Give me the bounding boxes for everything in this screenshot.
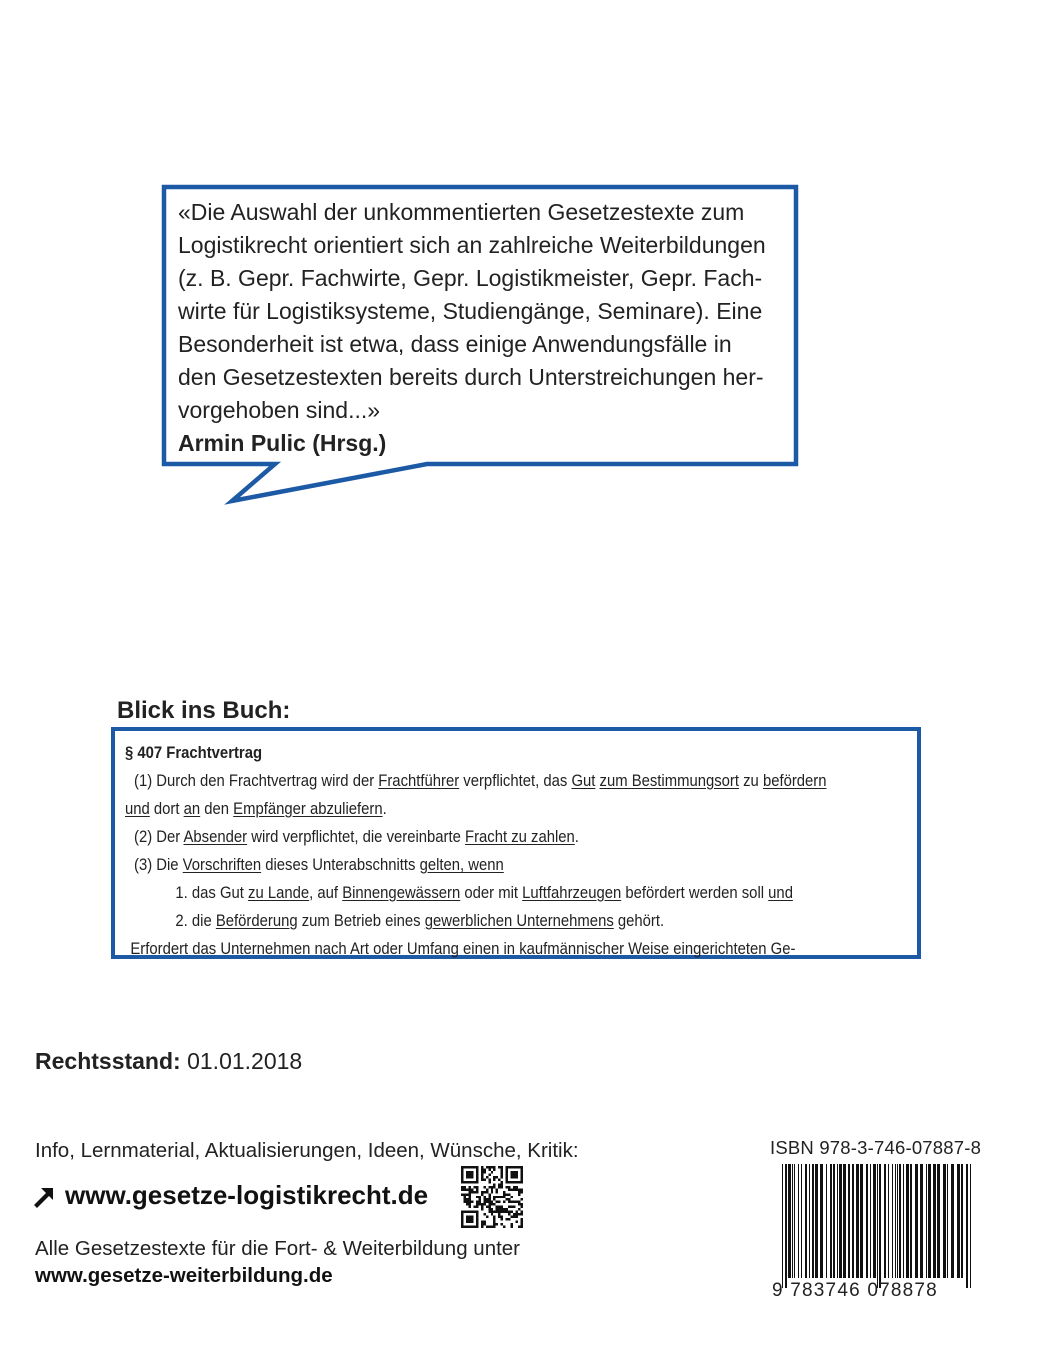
paragraph-3 (125, 851, 836, 879)
underlined-term: gelten, wenn (419, 856, 504, 874)
underlined-term: an (183, 800, 201, 818)
underlined-term: Absender (183, 828, 248, 846)
website-link-weiterbildung[interactable]: www.gesetze-weiterbildung.de (35, 1264, 333, 1287)
text-fragment: wird verpflichtet, die vereinbarte (247, 828, 466, 846)
text-fragment: gehört. (613, 912, 665, 930)
list-item-1 (125, 879, 836, 907)
text-fragment: befördert werden soll (621, 884, 769, 902)
testimonial-quote (178, 196, 780, 460)
isbn-label: ISBN 978-3-746-07887-8 (770, 1137, 982, 1158)
text-fragment: (1) Durch den Frachtvertrag wird der (134, 772, 379, 790)
paragraph-1-line-2 (125, 795, 836, 823)
underlined-term: Binnengewässern (342, 884, 461, 902)
underlined-term: zu Lande (248, 884, 310, 902)
text-fragment: verpflichtet, das (459, 772, 572, 790)
quote-line: vorgehoben sind...» (178, 397, 381, 423)
underlined-term: Luftfahrzeugen (522, 884, 622, 902)
quote-line: Logistikrecht orientiert sich an zahlreiche Weiterbildungen (178, 232, 766, 258)
underlined-term: und (768, 884, 793, 902)
text-fragment: , auf (309, 884, 343, 902)
underlined-term: Empfänger abzuliefern (233, 800, 383, 818)
legal-status-label: Rechtsstand: (35, 1048, 181, 1074)
text-fragment: (3) Die (134, 856, 183, 874)
preview-heading: Blick ins Buch: (117, 697, 291, 724)
quote-author: Armin Pulic (Hrsg.) (178, 430, 387, 456)
quote-line: wirte für Logistiksysteme, Studiengänge, Seminare). Eine (178, 298, 763, 324)
legal-status-date: 01.01.2018 (180, 1048, 303, 1074)
text-fragment: . (382, 800, 387, 818)
quote-line: den Gesetzestexten bereits durch Unterstreichungen her- (178, 364, 764, 390)
text-fragment: zum Betrieb eines (297, 912, 425, 930)
text-fragment: 1. das Gut (175, 884, 249, 902)
quote-line: Besonderheit ist etwa, dass einige Anwendungsfälle in (178, 331, 732, 357)
underlined-term: Vorschriften (182, 856, 262, 874)
paragraph-continuation: Erfordert das Unternehmen nach Art oder Umfang einen in kaufmännischer Weise eingerichteten Ge- (130, 940, 796, 958)
list-item-2 (125, 907, 836, 935)
qr-code-icon (460, 1166, 524, 1228)
legal-status (35, 1048, 302, 1075)
barcode-icon (782, 1164, 972, 1288)
website-url: www.gesetze-logistikrecht.de (65, 1180, 429, 1210)
text-fragment: (2) Der (134, 828, 184, 846)
section-title: § 407 Frachtvertrag (125, 744, 263, 762)
underlined-term: gewerblichen Unternehmens (424, 912, 614, 930)
text-fragment: 2. die (175, 912, 216, 930)
text-fragment: oder mit (460, 884, 523, 902)
paragraph-2 (125, 823, 836, 851)
text-fragment: zu (738, 772, 763, 790)
book-excerpt-box (111, 727, 921, 959)
underlined-term: zum Bestimmungsort (599, 772, 739, 790)
quote-line: (z. B. Gepr. Fachwirte, Gepr. Logistikmeister, Gepr. Fach- (178, 265, 763, 291)
info-text: Info, Lernmaterial, Aktualisierungen, Ideen, Wünsche, Kritik: (35, 1139, 579, 1162)
underlined-term: Fracht zu zahlen (465, 828, 575, 846)
barcode-digits: 9 783746 078878 (772, 1280, 938, 1301)
quote-line: «Die Auswahl der unkommentierten Gesetzestexte zum (178, 199, 745, 225)
underlined-term: befördern (762, 772, 827, 790)
continuing-education-text: Alle Gesetzestexte für die Fort- & Weiterbildung unter (35, 1237, 521, 1260)
text-fragment: dieses Unterabschnitts (261, 856, 420, 874)
underlined-term: Gut (571, 772, 596, 790)
text-fragment: dort (149, 800, 184, 818)
website-link-logistikrecht[interactable] (33, 1180, 428, 1211)
underlined-term: Beförderung (215, 912, 298, 930)
text-fragment: . (574, 828, 579, 846)
arrow-up-right-icon (33, 1184, 57, 1208)
underlined-term: und (125, 800, 150, 818)
paragraph-1-line-1 (125, 767, 836, 795)
underlined-term: Frachtführer (378, 772, 460, 790)
text-fragment: den (200, 800, 234, 818)
book-excerpt-text (125, 739, 836, 963)
